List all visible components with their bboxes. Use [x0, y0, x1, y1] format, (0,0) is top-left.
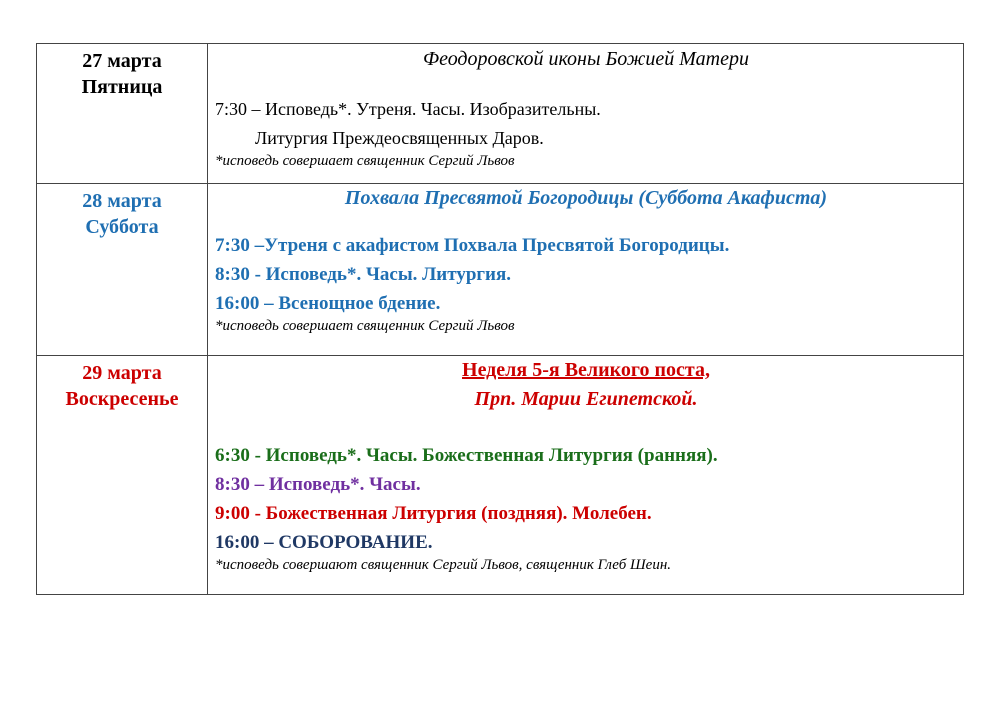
confession-note: *исповедь совершает священник Сергий Львов [215, 318, 515, 334]
spacer [215, 74, 957, 95]
feast-title: Феодоровской иконы Божией Матери [423, 48, 749, 70]
services-cell [208, 356, 964, 595]
service-line: 16:00 – Всенощное бдение. [215, 293, 441, 314]
feast-subtitle: Прп. Марии Египетской. [474, 388, 698, 410]
service-line: 16:00 – СОБОРОВАНИЕ. [215, 532, 433, 553]
service-line: 7:30 – Исповедь*. Утреня. Часы. Изобразительны. [215, 99, 601, 119]
date-label: 29 марта [82, 362, 162, 384]
services-cell [208, 44, 964, 184]
service-line: 8:30 – Исповедь*. Часы. [215, 474, 421, 495]
schedule-row-mar27 [37, 44, 964, 184]
service-line: 7:30 –Утреня с акафистом Похвала Пресвятой Богородицы. [215, 235, 730, 256]
feast-title: Похвала Пресвятой Богородицы (Суббота Акафиста) [344, 187, 828, 209]
spacer [215, 414, 957, 441]
feast-title: Неделя 5-я Великого поста, [462, 359, 710, 381]
schedule-row-mar29 [37, 356, 964, 595]
confession-note: *исповедь совершает священник Сергий Львов [215, 153, 515, 169]
day-cell [37, 44, 208, 184]
schedule-table [36, 43, 964, 595]
spacer [215, 213, 957, 231]
confession-note: *исповедь совершают священник Сергий Львов, священник Глеб Шеин. [215, 557, 672, 573]
weekday-label: Суббота [85, 216, 159, 238]
service-line: 6:30 - Исповедь*. Часы. Божественная Литургия (ранняя). [215, 445, 718, 466]
service-line: 8:30 - Исповедь*. Часы. Литургия. [215, 264, 512, 285]
service-line: Литургия Преждеосвященных Даров. [255, 128, 544, 148]
day-cell [37, 356, 208, 595]
date-label: 28 марта [82, 190, 162, 212]
day-cell [37, 184, 208, 356]
weekday-label: Воскресенье [65, 388, 179, 410]
schedule-row-mar28 [37, 184, 964, 356]
date-label: 27 марта [82, 50, 162, 72]
services-cell [208, 184, 964, 356]
service-line: 9:00 - Божественная Литургия (поздняя). Молебен. [215, 503, 652, 524]
weekday-label: Пятница [81, 76, 163, 98]
